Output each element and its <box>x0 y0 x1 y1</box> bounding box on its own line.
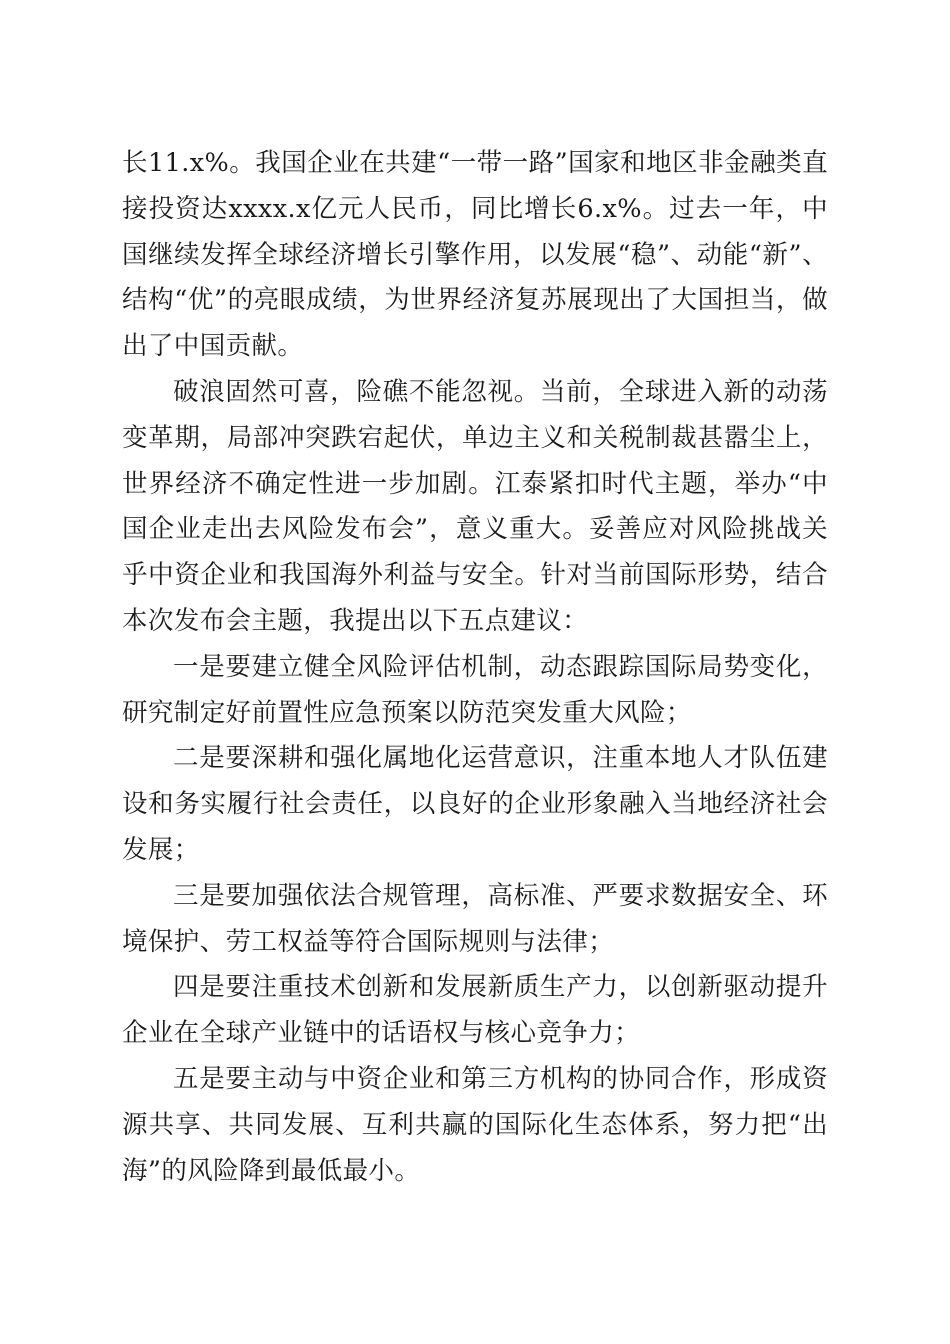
suggestion-5: 五是要主动与中资企业和第三方机构的协同合作，形成资源共享、共同发展、互利共赢的国际化生态体系，努力把“出海”的风险降到最低最小。 <box>122 1063 828 1186</box>
paragraph-continuation: 长11.x%。我国企业在共建“一带一路”国家和地区非金融类直接投资达xxxx.x亿元人民币，同比增长6.x%。过去一年，中国继续发挥全球经济增长引擎作用，以发展“稳”、动能“新”、结构“优”的亮眼成绩，为世界经济复苏展现出了大国担当，做出了中国贡献。 <box>122 148 828 362</box>
suggestion-1: 一是要建立健全风险评估机制，动态跟踪国际局势变化，研究制定好前置性应急预案以防范突发重大风险； <box>122 651 828 728</box>
document-body <box>122 141 828 1194</box>
suggestion-4: 四是要注重技术创新和发展新质生产力，以创新驱动提升企业在全球产业链中的话语权与核心竞争力； <box>122 972 828 1049</box>
suggestion-3: 三是要加强依法合规管理，高标准、严要求数据安全、环境保护、劳工权益等符合国际规则与法律； <box>122 880 828 957</box>
suggestion-2: 二是要深耕和强化属地化运营意识，注重本地人才队伍建设和务实履行社会责任，以良好的企业形象融入当地经济社会发展； <box>122 743 828 865</box>
paragraph-context: 破浪固然可喜，险礁不能忽视。当前，全球进入新的动荡变革期，局部冲突跌宕起伏，单边主义和关税制裁甚嚣尘上，世界经济不确定性进一步加剧。江泰紧扣时代主题，举办“中国企业走出去风险发布会”，意义重大。妥善应对风险挑战关乎中资企业和我国海外利益与安全。针对当前国际形势，结合本次发布会主题，我提出以下五点建议： <box>122 376 828 636</box>
